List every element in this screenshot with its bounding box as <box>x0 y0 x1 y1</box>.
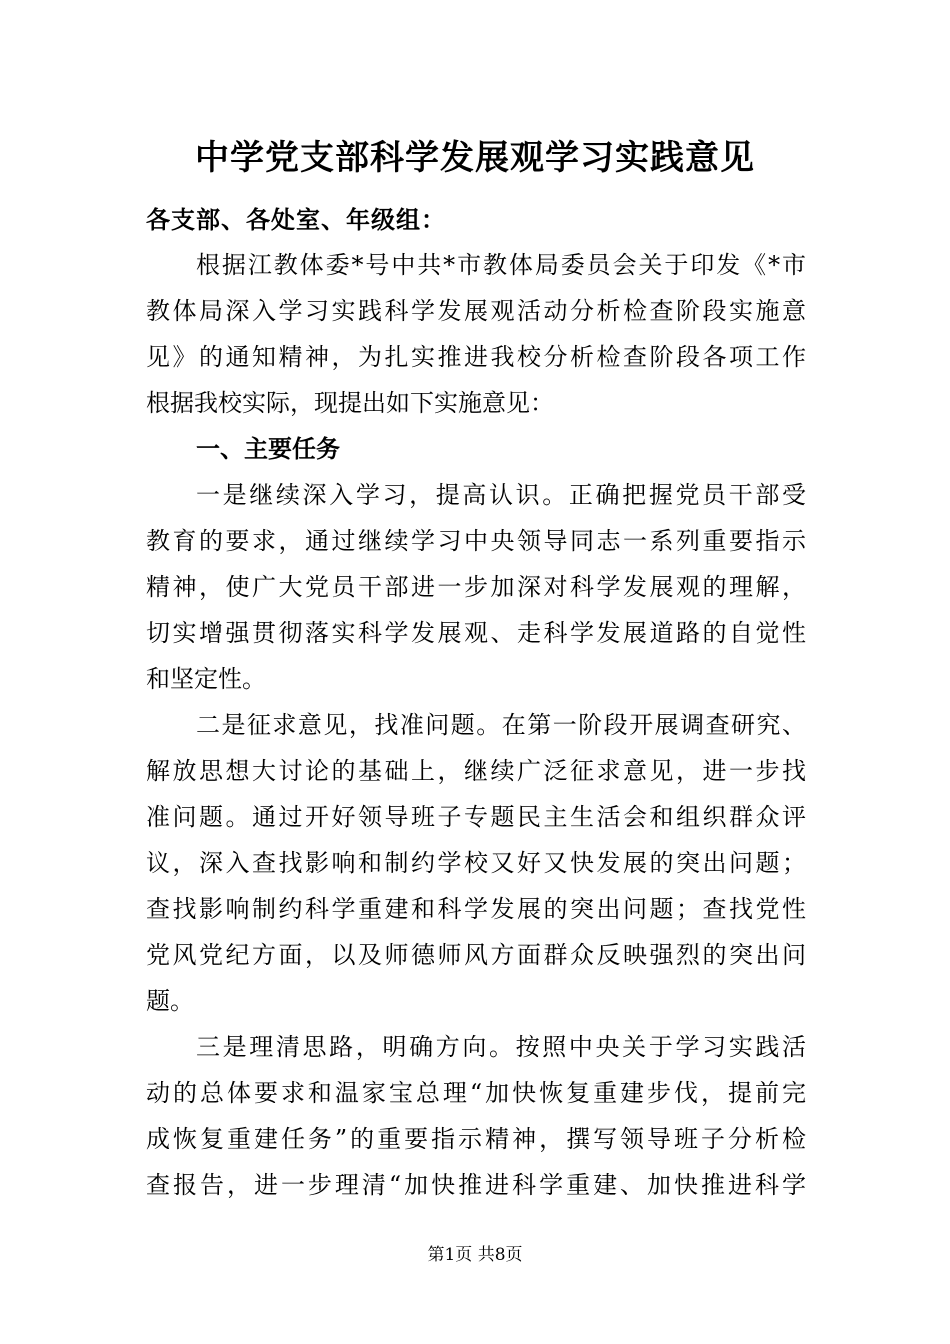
document-title: 中学党支部科学发展观学习实践意见 <box>195 138 755 178</box>
paragraph-line: 教育的要求，通过继续学习中央领导同志一系列重要指示 <box>146 527 806 555</box>
paragraph-line: 切实增强贯彻落实科学发展观、走科学发展道路的自觉性 <box>146 619 806 647</box>
paragraph-line: 解放思想大讨论的基础上，继续广泛征求意见，进一步找 <box>146 757 806 785</box>
intro-line: 根据江教体委*号中共*市教体局委员会关于印发《*市 <box>196 251 806 279</box>
paragraph-line: 准问题。通过开好领导班子专题民主生活会和组织群众评 <box>146 803 806 831</box>
paragraph-line: 一是继续深入学习，提高认识。正确把握党员干部受 <box>196 481 806 509</box>
paragraph-line: 议，深入查找影响和制约学校又好又快发展的突出问题； <box>146 849 806 877</box>
paragraph-line: 成恢复重建任务”的重要指示精神，撰写领导班子分析检 <box>146 1125 806 1153</box>
paragraph-line: 查报告，进一步理清“加快推进科学重建、加快推进科学 <box>146 1171 806 1199</box>
paragraph-line: 和坚定性。 <box>146 665 266 693</box>
paragraph-line: 党风党纪方面，以及师德师风方面群众反映强烈的突出问 <box>146 941 806 969</box>
paragraph-line: 精神，使广大党员干部进一步加深对科学发展观的理解， <box>146 573 806 601</box>
paragraph-line: 三是理清思路，明确方向。按照中央关于学习实践活 <box>196 1033 806 1061</box>
intro-line: 教体局深入学习实践科学发展观活动分析检查阶段实施意 <box>146 297 806 325</box>
paragraph-line: 动的总体要求和温家宝总理“加快恢复重建步伐，提前完 <box>146 1079 806 1107</box>
salutation: 各支部、各处室、年级组： <box>146 205 446 234</box>
paragraph-line: 查找影响制约科学重建和科学发展的突出问题；查找党性 <box>146 895 806 923</box>
intro-line: 见》的通知精神，为扎实推进我校分析检查阶段各项工作 <box>146 343 806 371</box>
paragraph-line: 二是征求意见，找准问题。在第一阶段开展调查研究、 <box>196 711 806 739</box>
paragraph-line: 题。 <box>146 987 194 1015</box>
intro-line: 根据我校实际，现提出如下实施意见： <box>146 389 554 417</box>
section-heading: 一、主要任务 <box>196 434 340 463</box>
page-number: 第1页 共8页 <box>427 1245 523 1265</box>
